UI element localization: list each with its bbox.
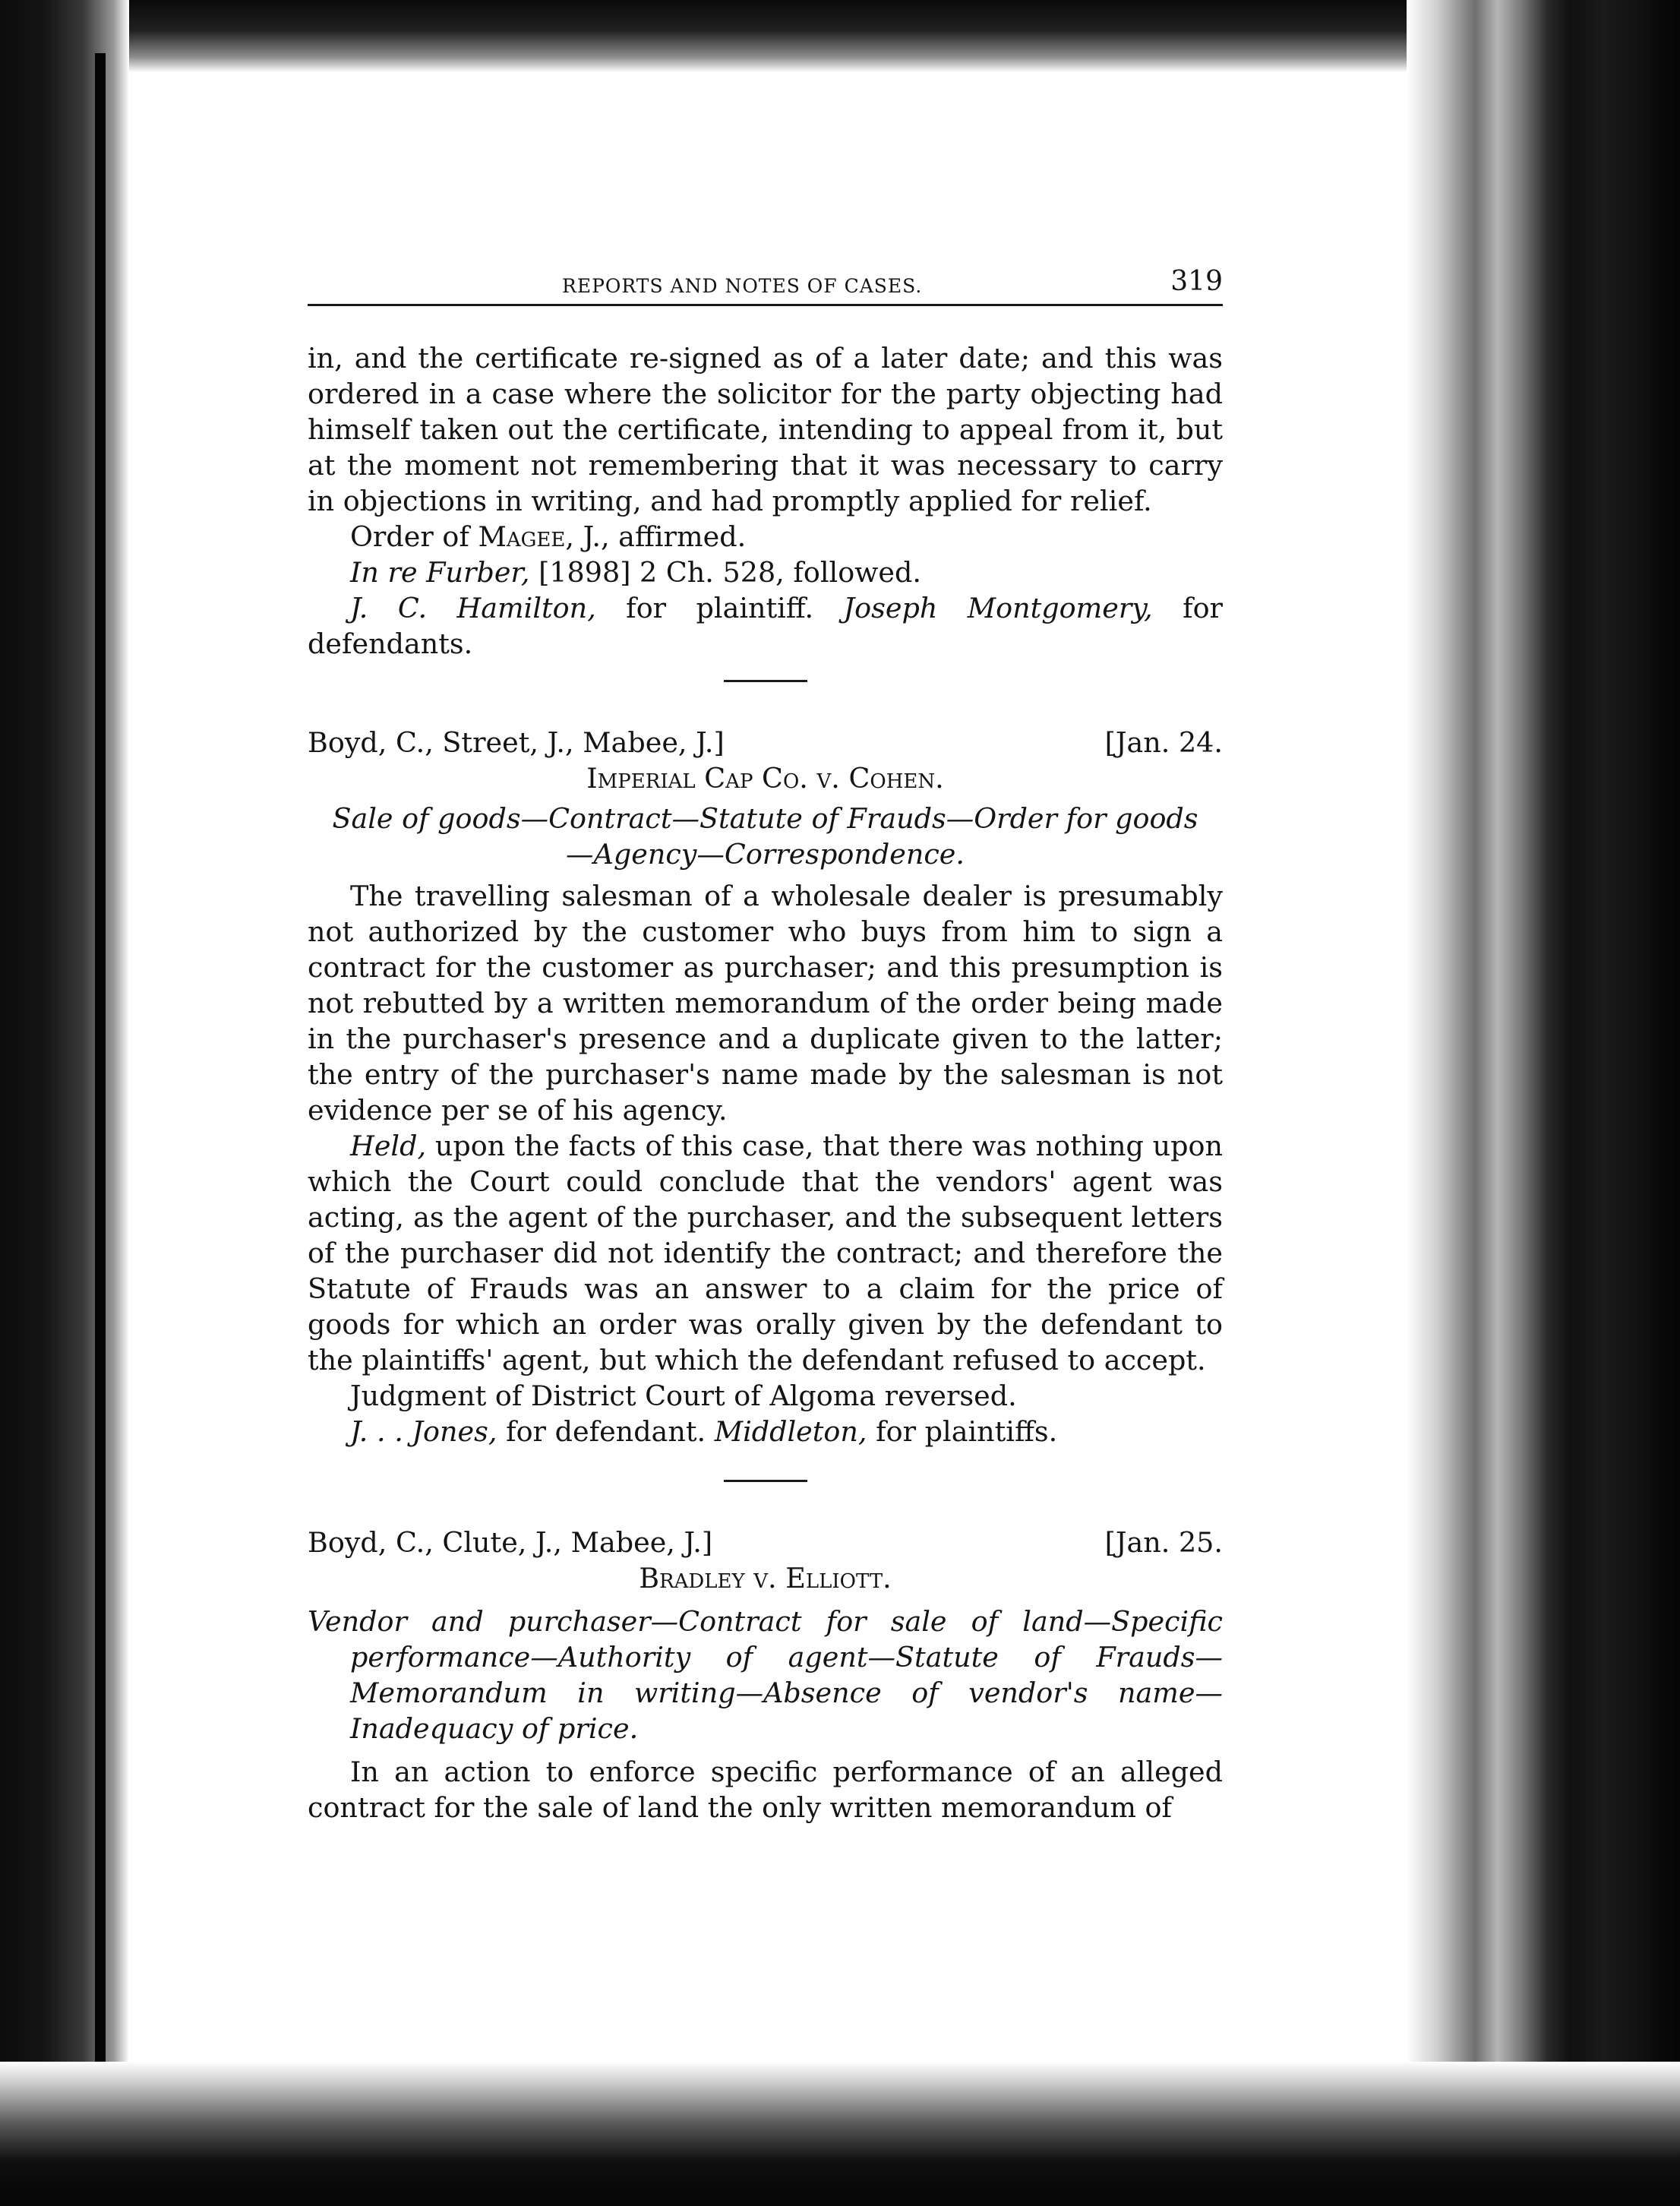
- counsel-plaintiff-name: J. C. Hamilton,: [350, 592, 596, 624]
- cohen-case-title: Imperial Cap Co. v. Cohen.: [586, 762, 944, 795]
- elliott-bench-line: [308, 1525, 1223, 1560]
- elliott-bench: Boyd, C., Clute, J., Mabee, J.]: [308, 1526, 713, 1559]
- scan-border-bottom: [0, 2062, 1680, 2206]
- followed-citation: [1898] 2 Ch. 528, followed.: [529, 556, 921, 589]
- cohen-counsel-plaintiff-name: Middleton,: [714, 1415, 867, 1448]
- cohen-counsel-defendant-role: for defendant.: [497, 1415, 715, 1448]
- prev-case-counsel: [308, 590, 1223, 662]
- prev-case-followed: [308, 555, 1223, 590]
- elliott-date: [Jan. 25.: [1104, 1526, 1223, 1559]
- cohen-date: [Jan. 24.: [1104, 726, 1223, 759]
- held-word: Held,: [350, 1130, 427, 1162]
- running-head: [308, 258, 1223, 306]
- page-body: [308, 340, 1223, 1825]
- elliott-paragraph-1: In an action to enforce specific performance of an alleged contract for the sale of land the only written memorandum of: [308, 1756, 1223, 1824]
- counsel-defendant-role: for defendants.: [308, 592, 1224, 660]
- cohen-counsel-defendant-name: J. . . Jones,: [350, 1415, 497, 1448]
- counsel-defendant-name: Joseph Montgomery,: [843, 592, 1153, 624]
- counsel-plaintiff-role: for plaintiff.: [595, 592, 844, 624]
- page-number: 319: [1170, 266, 1223, 297]
- scan-border-right: [1407, 0, 1680, 2206]
- scan-binding-shadow: [95, 53, 106, 2206]
- order-judge: Magee: [478, 520, 566, 553]
- order-prefix: Order of: [350, 520, 469, 553]
- followed-case-name: In re Furber,: [350, 556, 530, 589]
- cohen-digest-line-1: Sale of goods—Contract—Statute of Frauds—Order for goods: [332, 802, 1198, 835]
- order-suffix: , J., affirmed.: [565, 520, 747, 553]
- cohen-paragraph-2-text: upon the facts of this case, that there was nothing upon which the Court could conclude that the vendors' agent was acting, as the agent of the purchaser, and the subsequent letters of the purchaser did not identify the contract; and therefore the Statute of Frauds was an answer to a claim for the price of goods for which an order was orally given by the defendant to the plaintiffs' agent, but which the defendant refused to accept.: [308, 1130, 1223, 1376]
- scan-border-left: [0, 0, 129, 2206]
- cohen-counsel: [308, 1414, 1223, 1449]
- running-title: REPORTS AND NOTES OF CASES.: [562, 275, 923, 297]
- prev-case-paragraph: in, and the certificate re-signed as of a later date; and this was ordered in a case where the solicitor for the party objecting had himself taken out the certificate, intending to appeal from it, but at the moment not remembering that it was necessary to carry in objections in writing, and had promptly applied for relief.: [308, 342, 1223, 517]
- cohen-paragraph-2: [308, 1128, 1223, 1378]
- cohen-counsel-plaintiff-role: for plaintiffs.: [867, 1415, 1058, 1448]
- case-divider: [724, 1480, 807, 1482]
- cohen-paragraph-1: The travelling salesman of a wholesale dealer is presumably not authorized by the customer who buys from him to sign a contract for the customer as purchaser; and this presumption is not rebutted by a written memorandum of the order being made in the purchaser's presence and a duplicate given to the latter; the entry of the purchaser's name made by the salesman is not evidence per se of his agency.: [308, 880, 1223, 1127]
- case-divider: [724, 680, 807, 682]
- cohen-digest-line-2: —Agency—Correspondence.: [566, 838, 965, 871]
- cohen-bench: Boyd, C., Street, J., Mabee, J.]: [308, 726, 725, 759]
- elliott-digest: Vendor and purchaser—Contract for sale of land—Specific performance—Authority of agent—Statute of Frauds—Memorandum in writing—Absence of vendor's name—Inadequacy of price.: [308, 1605, 1223, 1745]
- cohen-bench-line: [308, 725, 1223, 760]
- page: [308, 251, 1223, 1892]
- cohen-judgment: Judgment of District Court of Algoma reversed.: [350, 1380, 1017, 1412]
- prev-case-order: [308, 519, 1223, 555]
- elliott-case-title: Bradley v. Elliott.: [639, 1562, 892, 1594]
